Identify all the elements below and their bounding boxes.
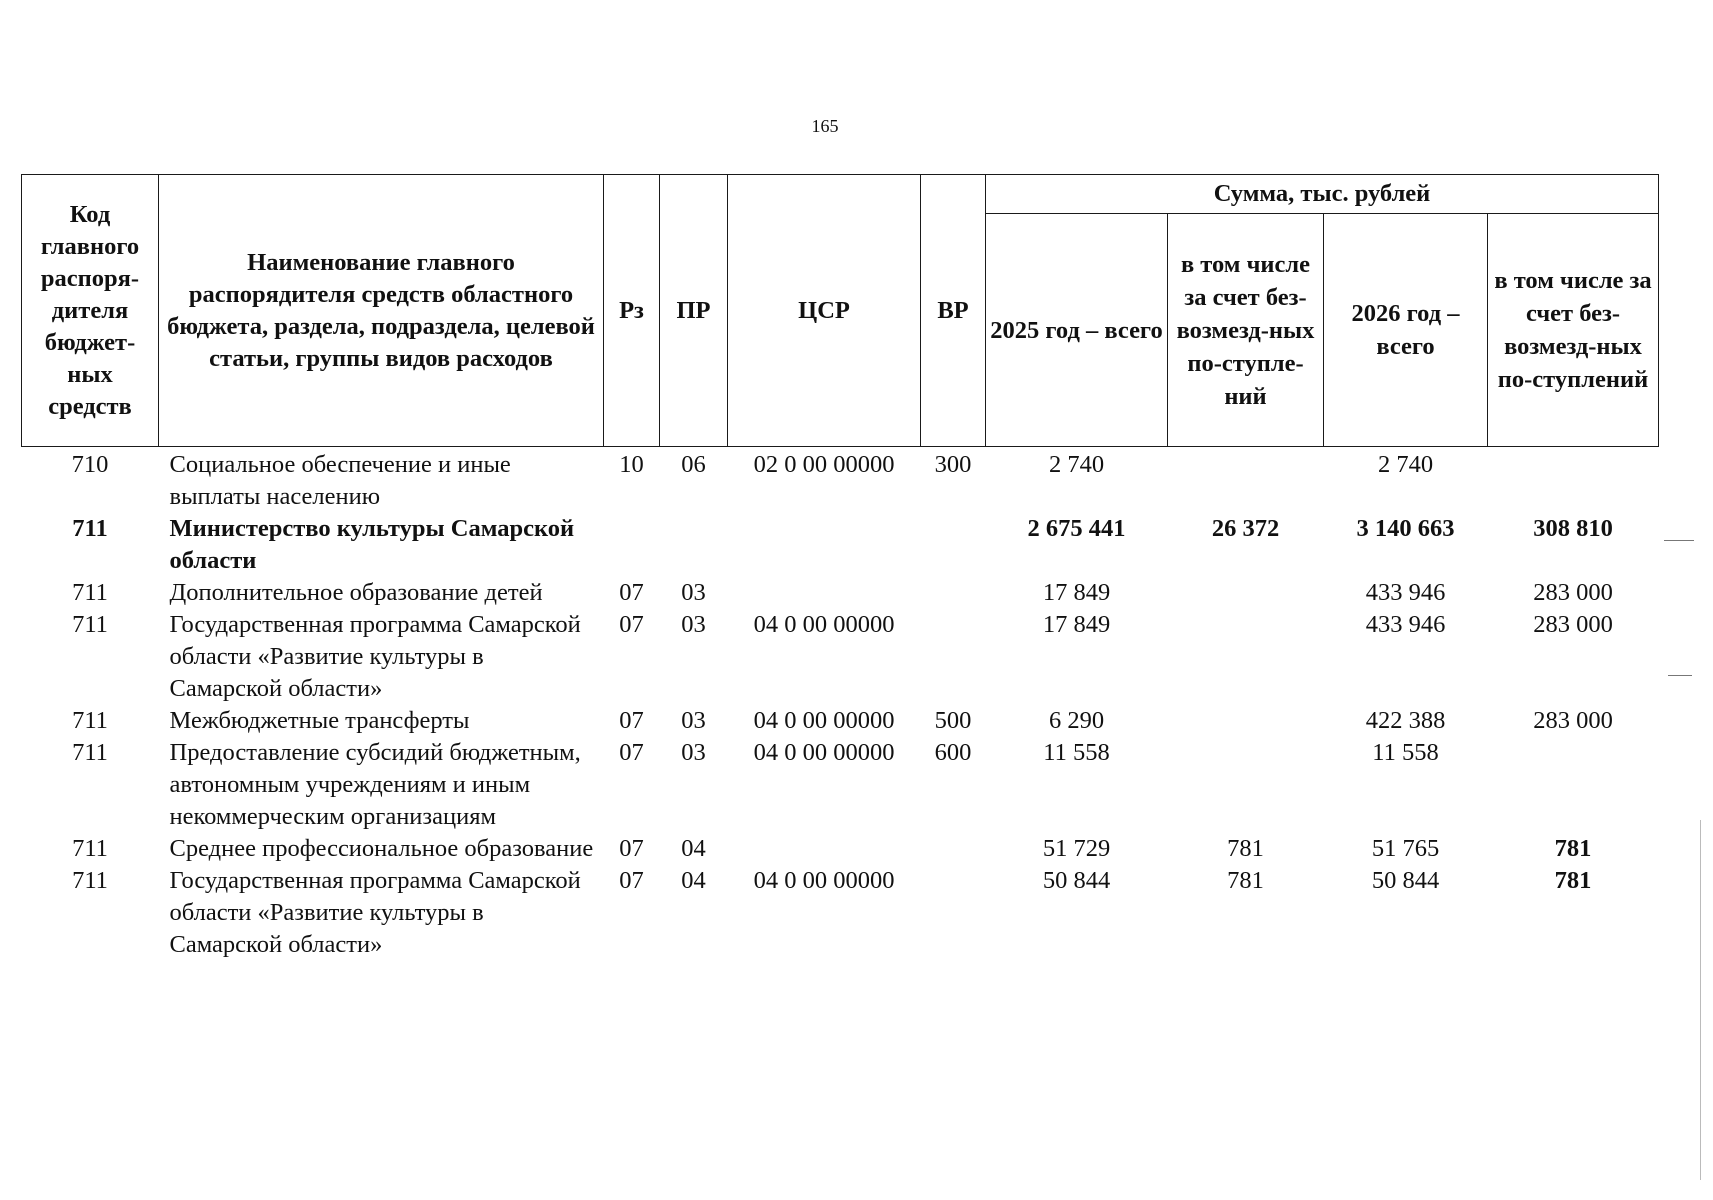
cell-2026-total: 3 140 663 <box>1356 515 1455 542</box>
cell-2025-total: 51 729 <box>1042 835 1111 862</box>
cell-2025-grants <box>1168 737 1324 833</box>
cell-pr: 03 <box>681 707 706 734</box>
cell-2026-total: 433 946 <box>1365 579 1446 606</box>
cell-vr <box>921 513 986 577</box>
cell-2026-grants <box>1488 737 1659 833</box>
cell-rz: 07 <box>619 707 644 734</box>
header-2025-total: 2025 год – всего <box>986 214 1168 447</box>
cell-csr: 02 0 00 00000 <box>753 451 895 478</box>
cell-2025-grants <box>1168 577 1324 609</box>
cell-code: 711 <box>72 835 108 862</box>
cell-2025-grants: 26 372 <box>1211 515 1280 542</box>
cell-rz: 07 <box>619 611 644 638</box>
page-number: 165 <box>811 116 839 136</box>
cell-2025-grants <box>1168 609 1324 705</box>
table-row <box>22 609 1659 705</box>
cell-csr: 04 0 00 00000 <box>753 739 895 766</box>
cell-rz: 10 <box>619 451 644 478</box>
table-row <box>22 705 1659 737</box>
cell-name: Дополнительное образование детей <box>169 579 543 606</box>
cell-2026-grants: 283 000 <box>1533 707 1613 734</box>
cell-2026-total: 11 558 <box>1372 739 1439 766</box>
cell-vr <box>921 609 986 705</box>
cell-rz <box>604 513 660 577</box>
header-csr: ЦСР <box>728 175 921 447</box>
cell-2025-grants: 781 <box>1227 867 1264 894</box>
cell-code: 710 <box>71 451 109 478</box>
cell-csr: 04 0 00 00000 <box>753 867 895 894</box>
table-row <box>22 577 1659 609</box>
cell-vr <box>921 577 986 609</box>
cell-pr <box>660 513 728 577</box>
table-body <box>22 447 1659 962</box>
cell-2025-total: 50 844 <box>1042 867 1111 894</box>
cell-name: Государственная программа Самарской области «Развитие культуры в Самарской области» <box>169 867 581 958</box>
table-row <box>22 513 1659 577</box>
cell-code: 711 <box>72 739 108 766</box>
table-row <box>22 447 1659 514</box>
cell-pr: 04 <box>681 867 706 894</box>
cell-vr: 500 <box>934 707 972 734</box>
cell-vr <box>921 865 986 961</box>
header-code: Код главного распоря-дителя бюджет-ных средств <box>22 175 159 447</box>
header-vr: ВР <box>921 175 986 447</box>
cell-name: Межбюджетные трансферты <box>169 707 470 734</box>
cell-pr: 03 <box>681 611 706 638</box>
cell-code: 711 <box>72 515 108 542</box>
header-pr: ПР <box>660 175 728 447</box>
cell-csr <box>728 513 921 577</box>
header-2026-total: 2026 год – всего <box>1324 214 1488 447</box>
scan-artifact <box>1668 675 1692 676</box>
cell-code: 711 <box>72 707 108 734</box>
cell-code: 711 <box>72 611 108 638</box>
cell-pr: 06 <box>681 451 706 478</box>
header-name: Наименование главного распорядителя средств областного бюджета, раздела, подраздела, целевой статьи, группы видов расходов <box>159 175 604 447</box>
cell-csr: 04 0 00 00000 <box>753 707 895 734</box>
cell-2026-grants: 308 810 <box>1533 515 1613 542</box>
cell-name: Государственная программа Самарской области «Развитие культуры в Самарской области» <box>169 611 581 702</box>
cell-2025-total: 17 849 <box>1042 579 1111 606</box>
cell-rz: 07 <box>619 579 644 606</box>
cell-2025-total: 17 849 <box>1042 611 1111 638</box>
cell-2025-total: 6 290 <box>1048 707 1105 734</box>
cell-csr: 04 0 00 00000 <box>753 611 895 638</box>
cell-2025-grants <box>1168 705 1324 737</box>
cell-name: Социальное обеспечение и иные выплаты населению <box>169 451 511 510</box>
budget-table <box>21 174 1659 961</box>
cell-vr: 600 <box>934 739 972 766</box>
cell-2026-grants: 781 <box>1554 867 1592 894</box>
cell-name: Предоставление субсидий бюджетным, автономным учреждениям и иным некоммерческим организациям <box>169 739 581 830</box>
header-2026-grants: в том числе за счет без-возмезд-ных по-ступлений <box>1488 214 1659 447</box>
table-row <box>22 865 1659 961</box>
table-row <box>22 737 1659 833</box>
scan-artifact <box>1700 820 1701 1180</box>
table-row <box>22 833 1659 865</box>
cell-name: Среднее профессиональное образование <box>169 835 594 862</box>
cell-pr: 03 <box>681 739 706 766</box>
cell-vr <box>921 833 986 865</box>
cell-2026-grants: 781 <box>1554 835 1592 862</box>
cell-csr <box>728 833 921 865</box>
cell-2026-total: 2 740 <box>1377 451 1434 478</box>
cell-name: Министерство культуры Самарской области <box>169 515 575 574</box>
cell-pr: 03 <box>681 579 706 606</box>
cell-2025-total: 11 558 <box>1043 739 1110 766</box>
header-rz: Рз <box>604 175 660 447</box>
cell-pr: 04 <box>681 835 706 862</box>
cell-rz: 07 <box>619 835 644 862</box>
header-sum-group: Сумма, тыс. рублей <box>986 175 1659 214</box>
cell-code: 711 <box>72 867 108 894</box>
cell-2026-grants: 283 000 <box>1533 611 1613 638</box>
table-header <box>22 175 1659 447</box>
cell-2026-total: 50 844 <box>1371 867 1440 894</box>
cell-2025-grants: 781 <box>1227 835 1264 862</box>
cell-2026-grants: 283 000 <box>1533 579 1613 606</box>
cell-code: 711 <box>72 579 108 606</box>
cell-2025-grants <box>1168 447 1324 514</box>
header-2025-grants: в том числе за счет без-возмезд-ных по-ступле-ний <box>1168 214 1324 447</box>
cell-2026-grants <box>1488 447 1659 514</box>
cell-vr: 300 <box>934 451 972 478</box>
cell-csr <box>728 577 921 609</box>
cell-2025-total: 2 675 441 <box>1027 515 1126 542</box>
scan-artifact <box>1664 540 1694 541</box>
cell-2026-total: 422 388 <box>1365 707 1446 734</box>
cell-2026-total: 51 765 <box>1371 835 1440 862</box>
cell-2025-total: 2 740 <box>1048 451 1105 478</box>
cell-rz: 07 <box>619 867 644 894</box>
cell-rz: 07 <box>619 739 644 766</box>
cell-2026-total: 433 946 <box>1365 611 1446 638</box>
